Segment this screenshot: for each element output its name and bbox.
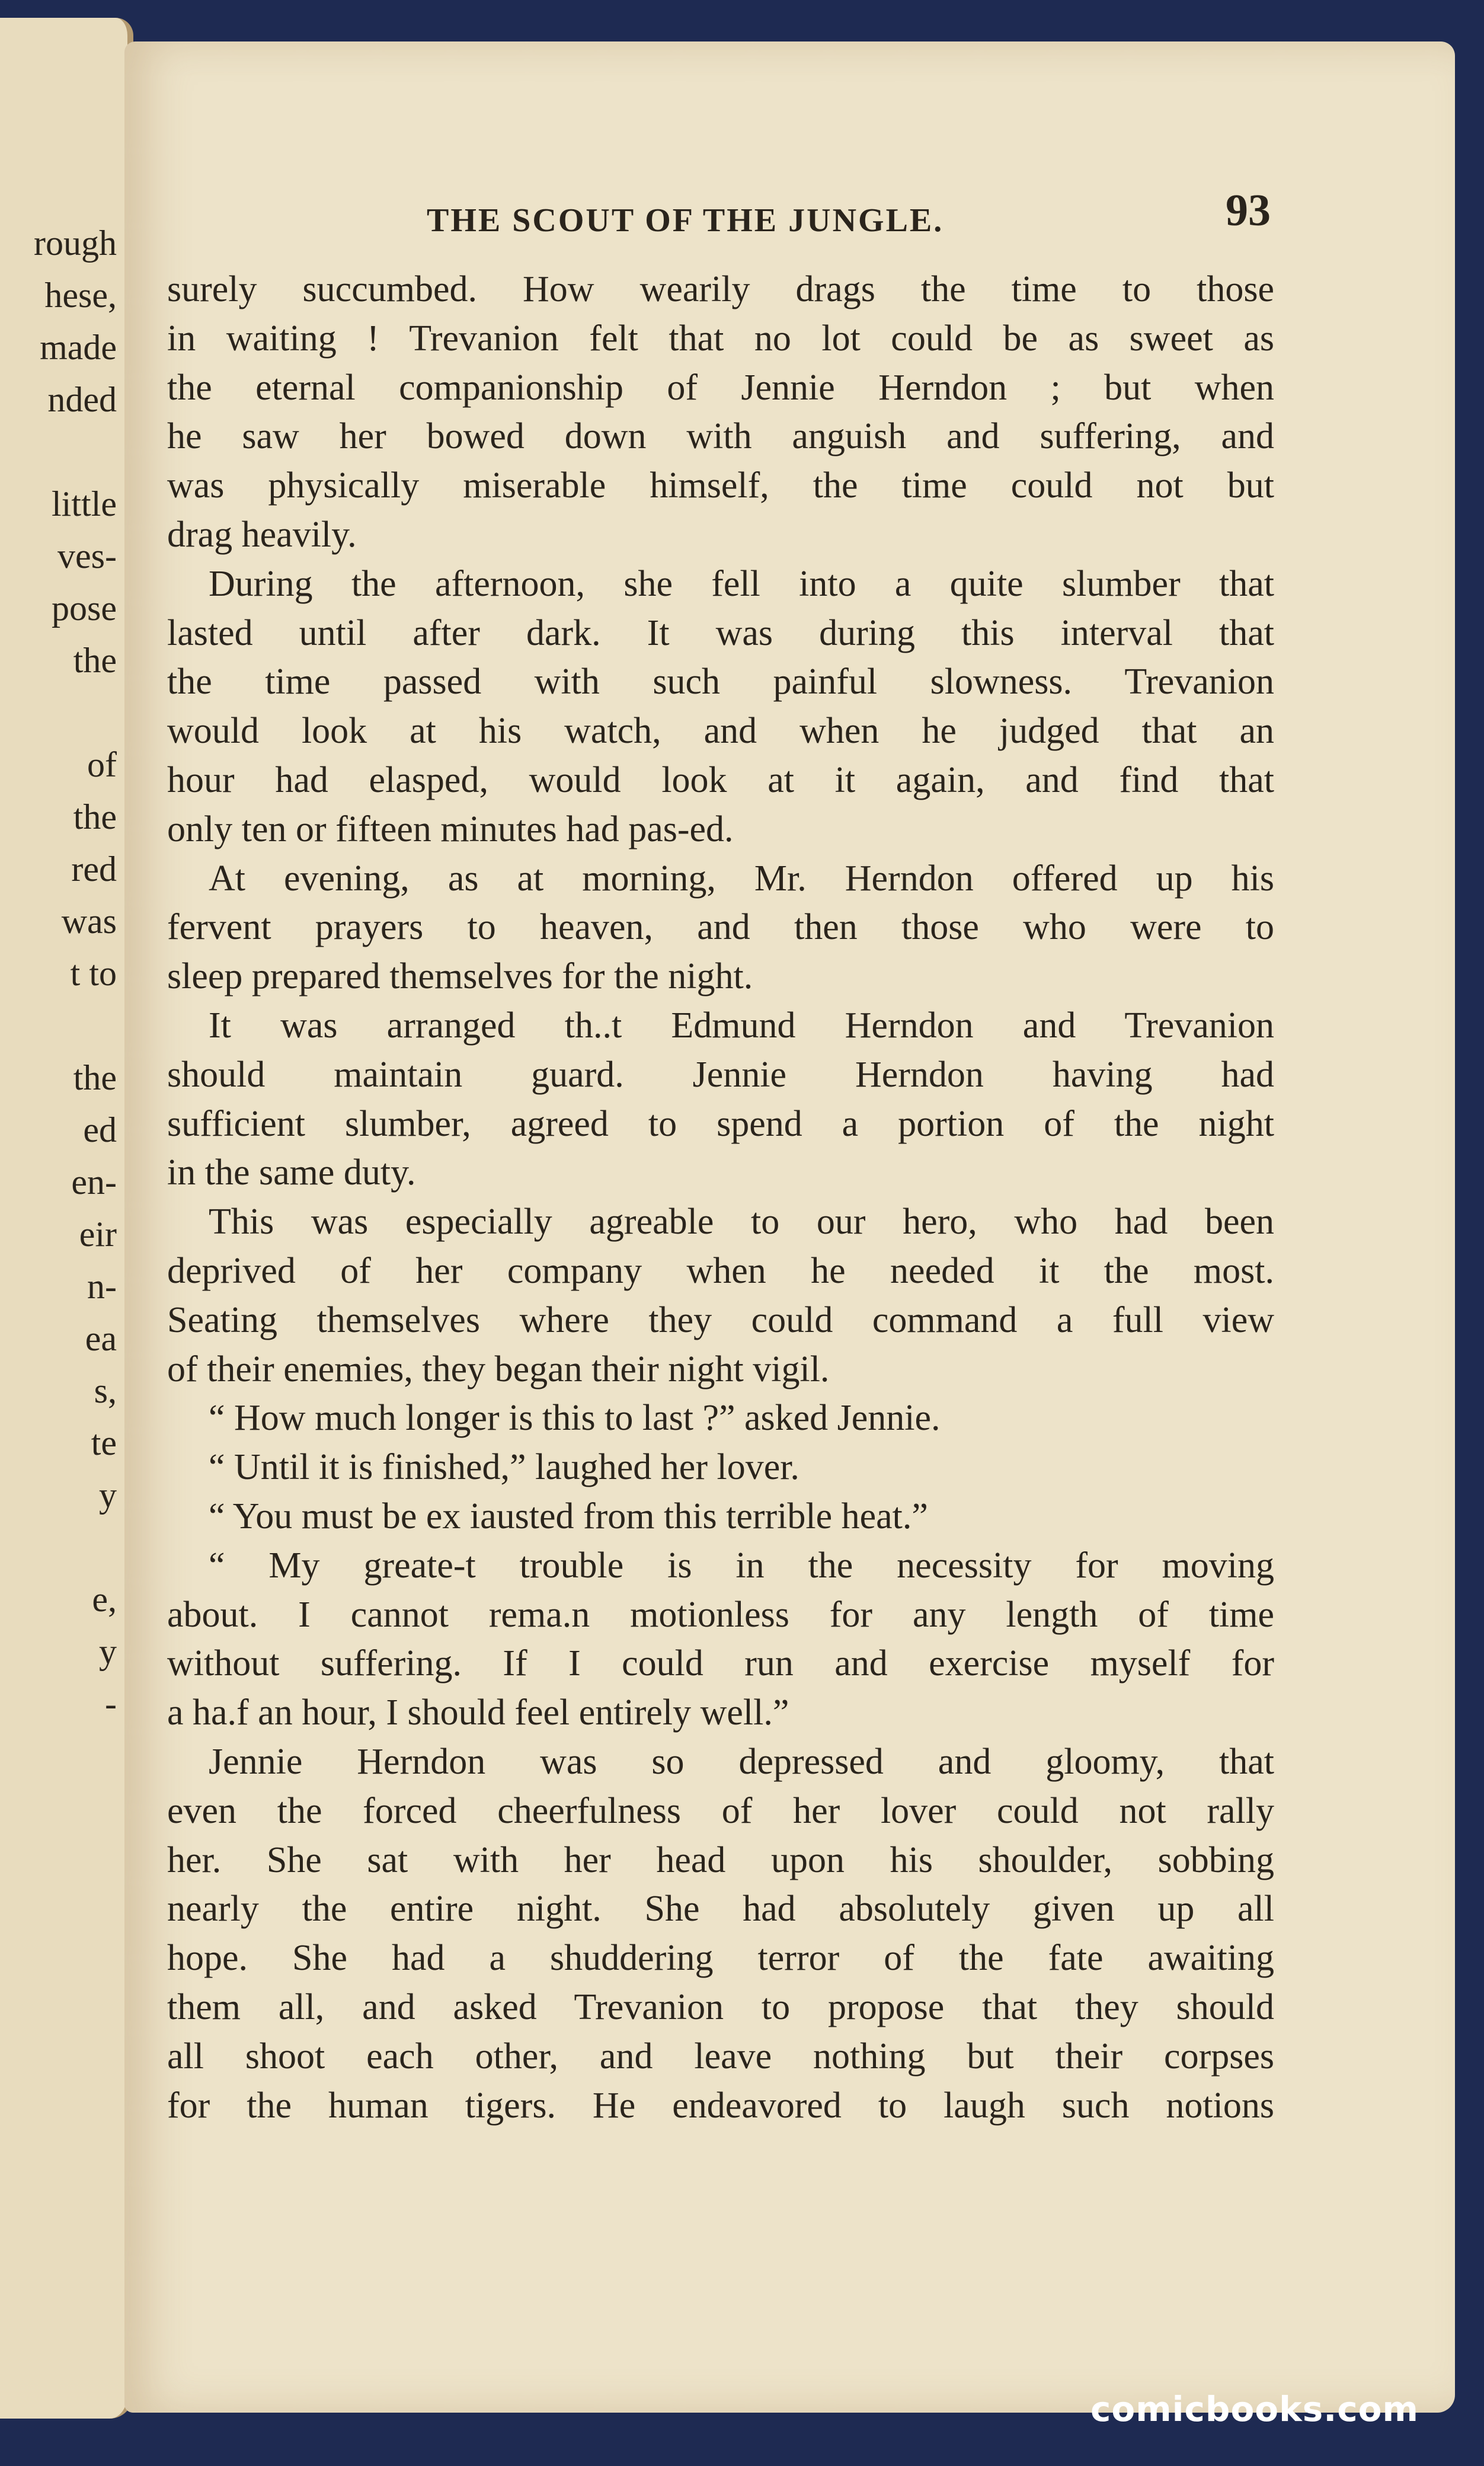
previous-page-fragment: was	[61, 902, 117, 941]
previous-page-fragment: rough	[34, 223, 117, 263]
previous-page-fragment: y	[99, 1475, 117, 1515]
text-line: hour had elasped, would look at it again, and find that	[167, 760, 1274, 800]
text-line: without suffering. If I could run and exercise myself for	[167, 1643, 1274, 1684]
text-line: “ My greate-t trouble is in the necessity for moving	[209, 1545, 1274, 1586]
text-line: deprived of her company when he needed it the most.	[167, 1251, 1274, 1291]
previous-page-fragment: ea	[85, 1319, 117, 1358]
previous-page-fragment: te	[91, 1423, 117, 1462]
previous-page-fragment: pose	[52, 589, 117, 628]
text-line: the time passed with such painful slowness. Trevanion	[167, 662, 1274, 702]
text-line: even the forced cheerfulness of her lover could not rally	[167, 1790, 1274, 1831]
previous-page-fragment: of	[87, 745, 117, 784]
text-line: he saw her bowed down with anguish and suffering, and	[167, 416, 1274, 457]
text-line: all shoot each other, and leave nothing but their corpses	[167, 2036, 1274, 2077]
previous-page-fragment: the	[73, 797, 117, 836]
text-line: in waiting ! Trevanion felt that no lot could be as sweet as	[167, 318, 1274, 359]
text-line: Jennie Herndon was so depressed and gloomy, that	[209, 1742, 1274, 1782]
text-line: the eternal companionship of Jennie Herndon ; but when	[167, 367, 1274, 408]
text-line: fervent prayers to heaven, and then those who were to	[167, 907, 1274, 948]
text-line: her. She sat with her head upon his shoulder, sobbing	[167, 1839, 1274, 1880]
text-line: nearly the entire night. She had absolutely given up all	[167, 1889, 1274, 1930]
text-line: Seating themselves where they could command a full view	[167, 1299, 1274, 1340]
text-line: “ Until it is finished,” laughed her lover.	[209, 1447, 799, 1488]
text-line: sufficient slumber, agreed to spend a portion of the night	[167, 1103, 1274, 1144]
text-line: was physically miserable himself, the time could not but	[167, 465, 1274, 506]
previous-page-fragment: eir	[79, 1215, 117, 1254]
previous-page-fragment: little	[52, 484, 117, 523]
text-line: lasted until after dark. It was during this interval that	[167, 612, 1274, 653]
previous-page-fragment: hese,	[44, 276, 117, 315]
previous-page-edge	[0, 18, 133, 2419]
text-line: for the human tigers. He endeavored to laugh such notions	[167, 2085, 1274, 2126]
previous-page-fragment: nded	[47, 380, 117, 419]
previous-page-fragment: n-	[87, 1267, 117, 1306]
text-line: At evening, as at morning, Mr. Herndon offered up his	[209, 858, 1274, 899]
previous-page-fragment: en-	[71, 1162, 117, 1202]
text-line: sleep prepared themselves for the night.	[167, 956, 753, 997]
previous-page-fragment: e,	[92, 1580, 117, 1619]
text-line: surely succumbed. How wearily drags the time to those	[167, 269, 1274, 309]
running-head-title: THE SCOUT OF THE JUNGLE.	[427, 202, 944, 239]
previous-page-fragment: ves-	[57, 536, 117, 576]
text-line: only ten or fifteen minutes had pas-ed.	[167, 809, 734, 849]
text-line: them all, and asked Trevanion to propose that they should	[167, 1987, 1274, 2027]
previous-page-fragment: made	[40, 328, 117, 367]
watermark: comicbooks.com	[1090, 2389, 1419, 2429]
text-line: in the same duty.	[167, 1152, 416, 1193]
text-line: hope. She had a shuddering terror of the fate awaiting	[167, 1938, 1274, 1979]
text-line: drag heavily.	[167, 515, 357, 555]
text-line: “ How much longer is this to last ?” asked Jennie.	[209, 1398, 941, 1439]
text-line: This was especially agreable to our hero, who had been	[209, 1202, 1274, 1242]
previous-page-fragment: t to	[70, 954, 117, 993]
text-line: would look at his watch, and when he judged that an	[167, 711, 1274, 752]
previous-page-fragment: y	[99, 1632, 117, 1671]
text-line: “ You must be ex iausted from this terrible heat.”	[209, 1496, 928, 1537]
page-number: 93	[1226, 186, 1271, 235]
text-line: of their enemies, they began their night vigil.	[167, 1349, 830, 1389]
previous-page-fragment: the	[73, 1058, 117, 1097]
previous-page-fragment: the	[73, 641, 117, 680]
text-line: about. I cannot rema.n motionless for any length of time	[167, 1594, 1274, 1635]
text-line: During the afternoon, she fell into a quite slumber that	[209, 563, 1274, 604]
previous-page-fragment: red	[71, 849, 117, 889]
text-line: a ha.f an hour, I should feel entirely well.”	[167, 1692, 789, 1733]
text-line: It was arranged th..t Edmund Herndon and Trevanion	[209, 1005, 1274, 1046]
previous-page-fragment: -	[105, 1684, 117, 1723]
previous-page-fragment: ed	[83, 1110, 117, 1149]
text-line: should maintain guard. Jennie Herndon having had	[167, 1054, 1274, 1095]
previous-page-fragment: s,	[94, 1371, 117, 1410]
